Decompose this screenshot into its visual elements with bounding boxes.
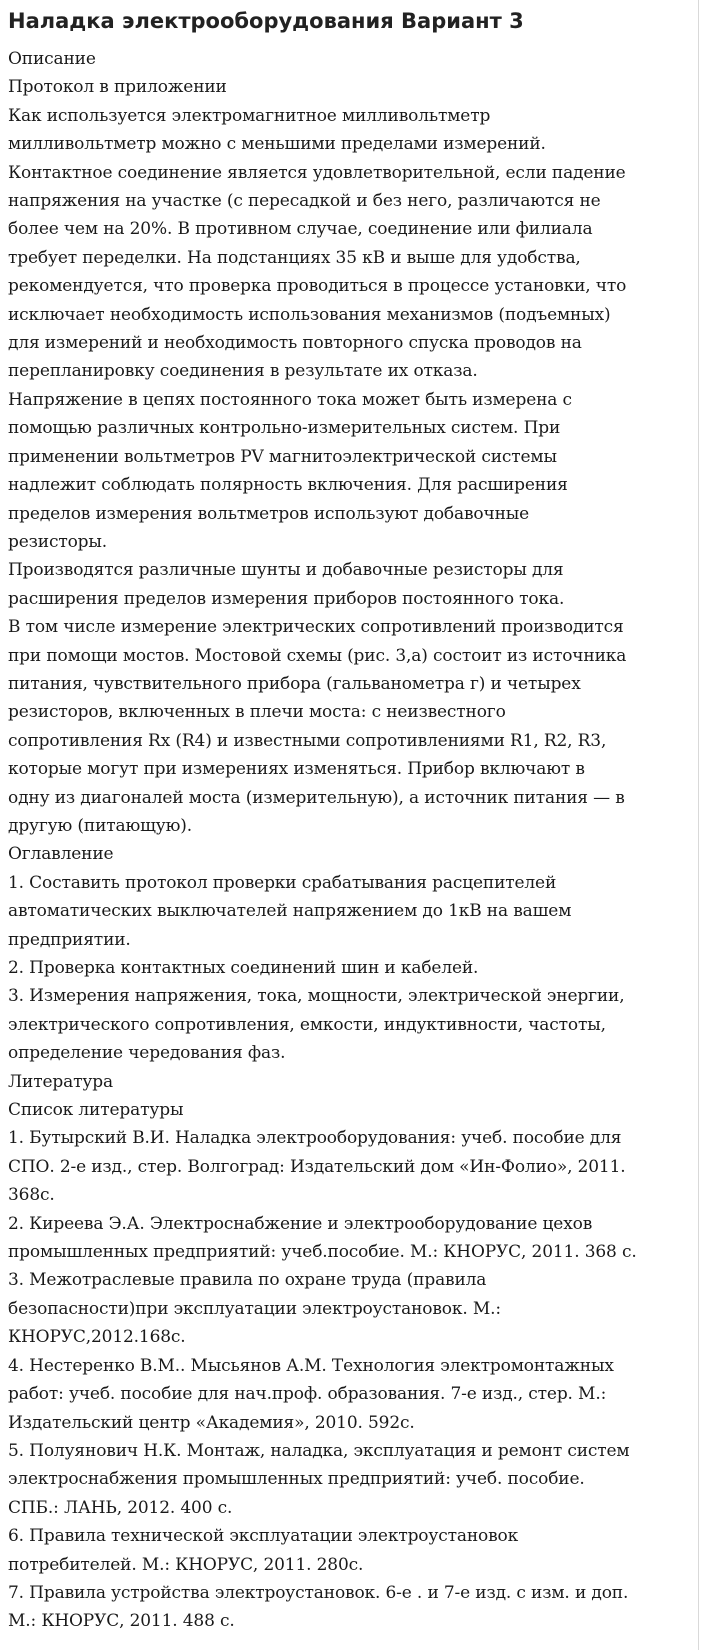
text-line: помощью различных контрольно-измерительных систем. При: [8, 418, 561, 439]
text-line: требует переделки. На подстанциях 35 кВ и выше для удобства,: [8, 247, 581, 268]
text-line: СПО. 2-е изд., стер. Волгоград: Издательский дом «Ин-Фолио», 2011.: [8, 1156, 626, 1177]
text-line: Протокол в приложении: [8, 77, 227, 98]
text-line: резисторов, включенных в плечи моста: с неизвестного: [8, 702, 506, 723]
text-line: 3. Измерения напряжения, тока, мощности, электрической энергии,: [8, 986, 625, 1007]
text-line: электроснабжения промышленных предприятий: учеб. пособие.: [8, 1469, 585, 1490]
text-line: электрического сопротивления, емкости, индуктивности, частоты,: [8, 1014, 606, 1035]
text-line: Издательский центр «Академия», 2010. 592с.: [8, 1412, 415, 1433]
text-line: расширения пределов измерения приборов постоянного тока.: [8, 588, 565, 609]
text-line: СПБ.: ЛАНЬ, 2012. 400 с.: [8, 1497, 233, 1518]
text-line: 368с.: [8, 1185, 55, 1206]
text-line: предприятии.: [8, 929, 131, 950]
text-line: рекомендуется, что проверка проводиться в процессе установки, что: [8, 276, 627, 297]
text-line: при помощи мостов. Мостовой схемы (рис. 3,а) состоит из источника: [8, 645, 627, 666]
text-line: определение чередования фаз.: [8, 1043, 286, 1064]
text-line: 6. Правила технической эксплуатации электроустановок: [8, 1526, 519, 1547]
text-line: которые могут при измерениях изменяться. Прибор включают в: [8, 759, 585, 780]
text-line: более чем на 20%. В противном случае, соединение или филиала: [8, 219, 593, 240]
text-line: 4. Нестеренко В.М.. Мысьянов А.М. Технология электромонтажных: [8, 1355, 614, 1376]
text-line: пределов измерения вольтметров используют добавочные: [8, 503, 530, 524]
text-line: Контактное соединение является удовлетворительной, если падение: [8, 162, 626, 183]
text-line: напряжения на участке (с пересадкой и без него, различаются не: [8, 191, 601, 212]
text-line: 5. Полуянович Н.К. Монтаж, наладка, эксплуатация и ремонт систем: [8, 1440, 630, 1461]
text-line: перепланировку соединения в результате их отказа.: [8, 361, 478, 382]
text-line: 7. Правила устройства электроустановок. 6-е . и 7-е изд. с изм. и доп.: [8, 1582, 629, 1603]
text-line: резисторы.: [8, 531, 108, 552]
page-border: [698, 0, 699, 1650]
text-line: 2. Проверка контактных соединений шин и кабелей.: [8, 958, 479, 978]
document-body: [8, 45, 693, 1636]
text-line: 1. Составить протокол проверки срабатывания расцепителей: [8, 872, 557, 893]
text-line: работ: учеб. пособие для нач.проф. образования. 7-е изд., стер. М.:: [8, 1384, 607, 1405]
text-line: промышленных предприятий: учеб.пособие. М.: КНОРУС, 2011. 368 с.: [8, 1242, 637, 1263]
text-line: Как используется электромагнитное милливольтметр: [8, 105, 491, 126]
text-line: надлежит соблюдать полярность включения. Для расширения: [8, 475, 568, 496]
text-line: одну из диагоналей моста (измерительную), а источник питания — в: [8, 787, 625, 808]
text-line: 1. Бутырский В.И. Наладка электрооборудования: учеб. пособие для: [8, 1128, 622, 1149]
text-line: исключает необходимость использования механизмов (подъемных): [8, 304, 611, 325]
text-line: 3. Межотраслевые правила по охране труда (правила: [8, 1270, 487, 1291]
text-line: КНОРУС,2012.168с.: [8, 1327, 186, 1348]
text-line: милливольтметр можно с меньшими пределами измерений.: [8, 134, 546, 155]
text-line: Напряжение в цепях постоянного тока может быть измерена с: [8, 389, 572, 410]
text-line: Оглавление: [8, 844, 114, 865]
text-line: Литература: [8, 1071, 113, 1092]
text-line: автоматических выключателей напряжением до 1кВ на вашем: [8, 901, 572, 922]
text-line: В том числе измерение электрических сопротивлений производится: [8, 617, 624, 638]
text-line: для измерений и необходимость повторного спуска проводов на: [8, 333, 582, 354]
text-line: 2. Киреева Э.А. Электроснабжение и электрооборудование цехов: [8, 1213, 593, 1234]
text-line: применении вольтметров PV магнитоэлектрической системы: [8, 446, 557, 467]
text-line: питания, чувствительного прибора (гальванометра г) и четырех: [8, 673, 581, 694]
text-line: потребителей. М.: КНОРУС, 2011. 280с.: [8, 1554, 364, 1575]
text-line: сопротивления Rx (R4) и известными сопротивлениями R1, R2, R3,: [8, 730, 607, 751]
text-line: другую (питающую).: [8, 815, 193, 836]
text-line: Список литературы: [8, 1100, 184, 1121]
document-title: Наладка электрооборудования Вариант 3: [8, 9, 524, 33]
text-line: Описание: [8, 49, 96, 69]
text-line: безопасности)при эксплуатации электроустановок. М.:: [8, 1298, 501, 1319]
text-line: Производятся различные шунты и добавочные резисторы для: [8, 560, 564, 581]
text-line: М.: КНОРУС, 2011. 488 с.: [8, 1611, 235, 1632]
